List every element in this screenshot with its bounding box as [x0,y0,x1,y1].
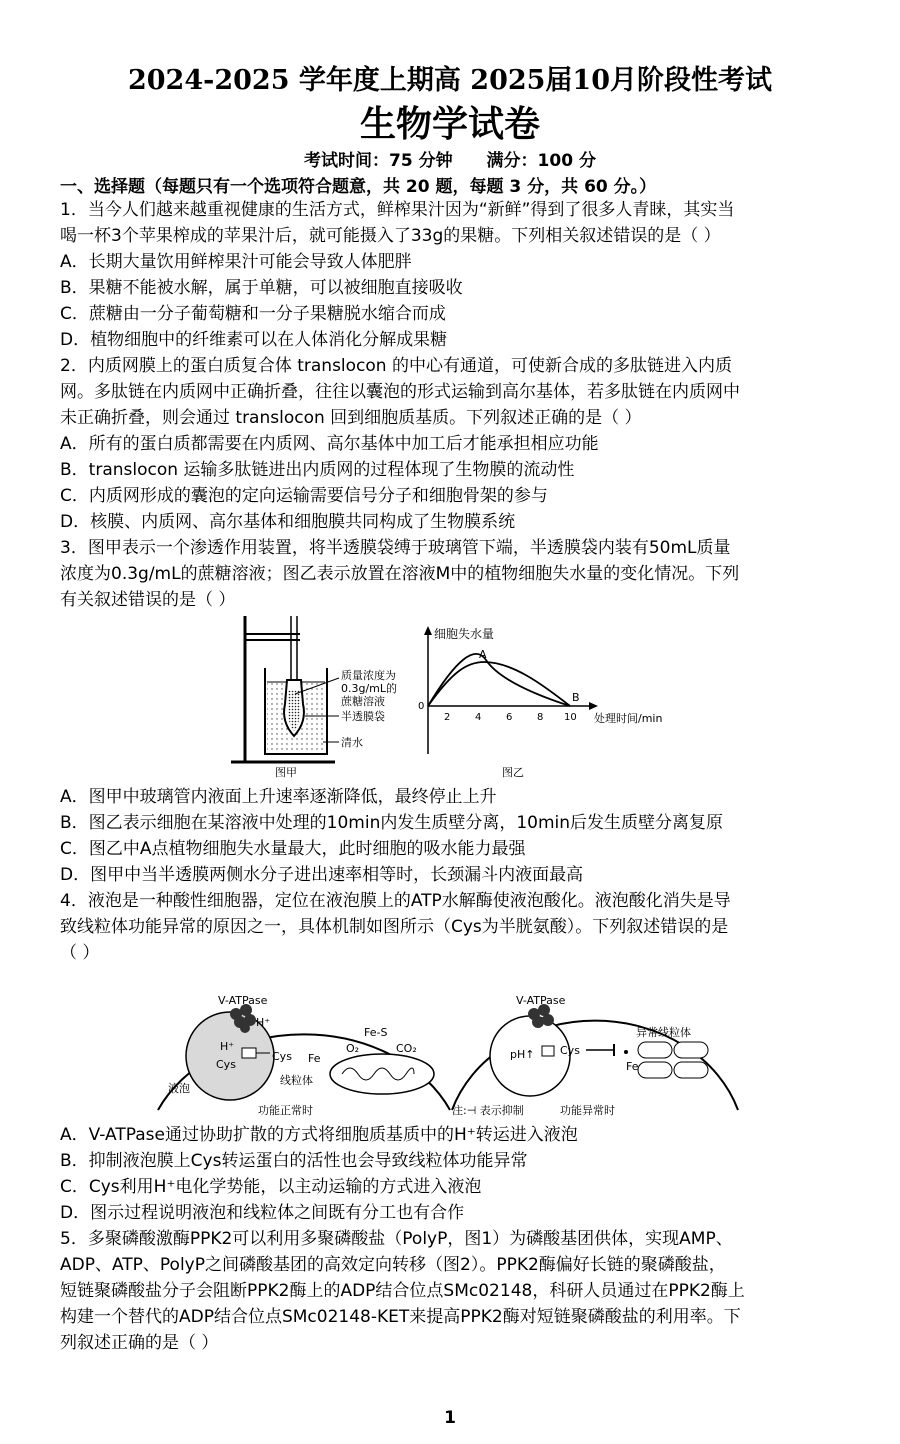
q3-option-b: B．图乙表示细胞在某溶液中处理的10min内发生质壁分离，10min后发生质壁分离复原 [60,813,724,833]
mito-label: 线粒体 [280,1074,313,1087]
water-loss-chart [412,622,712,780]
chart-y-label: 细胞失水量 [434,627,495,641]
tick-4: 4 [475,712,482,723]
q4-option-c: C．Cys利用H⁺电化学势能，以主动运输的方式进入液泡 [60,1177,482,1197]
q3-option-a: A．图甲中玻璃管内液面上升速率逐渐降低，最终停止上升 [60,787,497,807]
exam-meta [0,146,900,171]
q1-option-c: C．蔗糖由一分子葡萄糖和一分子果糖脱水缩合而成 [60,304,446,324]
q4-option-b: B．抑制液泡膜上Cys转运蛋白的活性也会导致线粒体功能异常 [60,1151,528,1171]
tick-6: 6 [506,712,513,723]
cys-transporter-icon [242,1048,256,1058]
q3-option-d: D．图甲中当半透膜两侧水分子进出速率相等时，长颈漏斗内液面最高 [60,865,584,885]
figure-caption-jia: 图甲 [275,766,297,779]
q4-option-a: A．V-ATPase通过协助扩散的方式将细胞质基质中的H⁺转运进入液泡 [60,1125,578,1145]
q5-stem-line4: 构建一个替代的ADP结合位点SMc02148-KET来提高PPK2酶对短链聚磷酸盐的利用率。下 [60,1307,741,1327]
q3-stem-line2: 浓度为0.3g/mL的蔗糖溶液；图乙表示放置在溶液M中的植物细胞失水量的变化情况。下列 [60,564,740,584]
label-concentration-value: 0.3g/mL的 [341,682,398,695]
x-axis-arrow [589,702,598,710]
normal-caption: 功能正常时 [258,1104,313,1117]
abnormal-mito-label: 异常线粒体 [636,1026,691,1039]
q2-option-a: A．所有的蛋白质都需要在内质网、高尔基体中加工后才能承担相应功能 [60,434,599,454]
q5-stem-line5: 列叙述正确的是（ ） [60,1333,219,1353]
q3-stem-line3: 有关叙述错误的是（ ） [60,590,236,610]
ph-label: pH↑ [510,1048,535,1061]
point-b-label: B [572,691,580,704]
q5-stem-line3: 短链聚磷酸盐分子会阻断PPK2酶上的ADP结合位点SMc02148，科研人员通过在PPK2酶上 [60,1281,745,1301]
y-axis-arrow [424,626,432,635]
q4-stem-line2: 致线粒体功能异常的原因之一，具体机制如图所示（Cys为半胱氨酸）。下列叙述错误的是 [60,917,729,937]
q1-stem-line1: 1．当今人们越来越重视健康的生活方式，鲜榨果汁因为“新鲜”得到了很多人青睐，其实当 [60,200,735,220]
cys-out-label: Cys [272,1050,292,1063]
q5-stem-line1: 5．多聚磷酸激酶PPK2可以利用多聚磷酸盐（PolyP，图1）为磷酸基团供体，实现AMP、 [60,1229,733,1249]
q2-stem-line2: 网。多肽链在内质网中正确折叠，往往以囊泡的形式运输到高尔基体，若多肽链在内质网中 [60,382,740,402]
fe-label-abnormal: Fe [626,1060,639,1073]
q2-option-d: D．核膜、内质网、高尔基体和细胞膜共同构成了生物膜系统 [60,512,516,532]
q1-option-d: D．植物细胞中的纤维素可以在人体消化分解成果糖 [60,330,448,350]
q2-option-b: B．translocon 运输多肽链进出内质网的过程体现了生物膜的流动性 [60,460,575,480]
abnormal-mitochondria-icon [638,1042,708,1078]
q3-stem-line1: 3．图甲表示一个渗透作用装置，将半透膜袋缚于玻璃管下端，半透膜袋内装有50mL质量 [60,538,731,558]
label-concentration: 质量浓度为 [341,669,396,682]
vacuole-mitochondria-figure [150,970,750,1120]
page-number: 1 [444,1408,456,1428]
q4-option-d: D．图示过程说明液泡和线粒体之间既有分工也有合作 [60,1203,465,1223]
o2-label: O₂ [346,1042,360,1055]
tick-8: 8 [537,712,544,723]
v-atpase-label-abnormal: V-ATPase [516,994,566,1007]
cys-in-label: Cys [216,1058,236,1071]
q1-option-a: A．长期大量饮用鲜榨果汁可能会导致人体肥胖 [60,252,412,272]
inhibit-note: 注:⊣ 表示抑制 [452,1104,524,1117]
cys-label-abnormal: Cys [560,1044,580,1057]
tick-2: 2 [444,712,451,723]
label-membrane-bag: 半透膜袋 [341,710,385,723]
q4-stem-line1: 4．液泡是一种酸性细胞器，定位在液泡膜上的ATP水解酶使液泡酸化。液泡酸化消失是导 [60,891,731,911]
label-water: 清水 [341,736,363,749]
osmosis-apparatus-figure [225,612,425,780]
label-sucrose: 蔗糖溶液 [341,695,385,708]
section-title: 一、选择题（每题只有一个选项符合题意，共 20 题，每题 3 分，共 60 分。） [60,177,657,197]
q1-option-b: B．果糖不能被水解，属于单糖，可以被细胞直接吸收 [60,278,463,298]
v-atpase-label: V-ATPase [218,994,268,1007]
fe-label-normal: Fe [308,1052,321,1065]
q2-option-c: C．内质网形成的囊泡的定向运输需要信号分子和细胞骨架的参与 [60,486,548,506]
q4-stem-line3: （ ） [60,943,100,963]
figure-caption-yi: 图乙 [502,766,524,779]
mitochondrion-normal [330,1054,434,1094]
fes-label: Fe-S [364,1026,388,1039]
subject-title: 生物学试卷 [359,103,540,145]
exam-score: 满分：100 分 [486,151,596,171]
q2-stem-line1: 2．内质网膜上的蛋白质复合体 translocon 的中心有通道，可使新合成的多肽链进入内质 [60,356,732,376]
abnormal-caption: 功能异常时 [560,1104,615,1117]
q5-stem-line2: ADP、ATP、PolyP之间磷酸基团的高效定向转移（图2）。PPK2酶偏好长链的聚磷酸盐， [60,1255,726,1275]
q1-stem-line2: 喝一杯3个苹果榨成的苹果汁后，就可能摄入了33g的果糖。下列相关叙述错误的是（ ） [60,226,721,246]
exam-time: 考试时间：75 分钟 [304,151,453,171]
vacuole-label: 液泡 [168,1082,190,1095]
tick-10: 10 [564,712,577,723]
chart-x-label: 处理时间/min [594,712,663,725]
q2-stem-line3: 未正确折叠，则会通过 translocon 回到细胞质基质。下列叙述正确的是（ ） [60,408,642,428]
hplus-out-label: H⁺ [256,1016,271,1029]
hplus-in-label: H⁺ [220,1040,235,1053]
tick-0: 0 [418,701,425,712]
cys-transporter-icon-abnormal [542,1046,554,1056]
exam-title: 2024-2025 学年度上期高 2025届10月阶段性考试 [127,65,773,96]
point-a-label: A [479,648,487,661]
q3-option-c: C．图乙中A点植物细胞失水量最大，此时细胞的吸水能力最强 [60,839,526,859]
co2-label: CO₂ [396,1042,417,1055]
